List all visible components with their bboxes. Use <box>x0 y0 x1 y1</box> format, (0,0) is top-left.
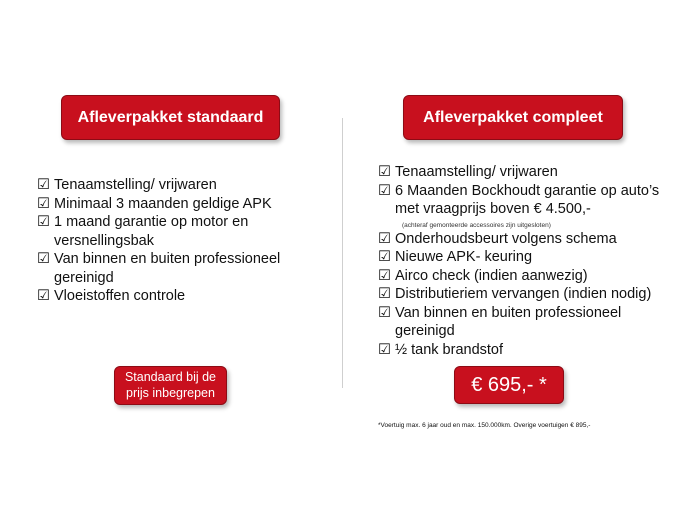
list-item: ☑ Distributieriem vervangen (indien nodig) <box>378 286 652 302</box>
price-badge: € 695,- * <box>454 366 564 404</box>
checked-box-icon: ☑ <box>378 230 391 247</box>
checked-box-icon: ☑ <box>378 249 391 265</box>
list-item: ☑ Minimaal 3 maanden geldige APK <box>37 195 272 212</box>
list-item: ☑ Nieuwe APK- keuring <box>378 249 533 265</box>
list-item: ☑ Van binnen en buiten professioneel gereinigd <box>378 304 622 339</box>
column-divider <box>342 118 343 388</box>
footnote: *Voertuig max. 6 jaar oud en max. 150.000km. Overige voertuigen € 895,- <box>378 422 591 429</box>
checked-box-icon: ☑ <box>37 214 50 230</box>
checked-box-icon: ☑ <box>378 182 391 199</box>
list-item: ☑ Van binnen en buiten professioneel gereinigd <box>37 251 281 286</box>
checked-box-icon: ☑ <box>37 288 50 304</box>
right-package-title: Afleverpakket compleet <box>403 95 623 140</box>
checked-box-icon: ☑ <box>378 164 391 180</box>
standard-included-button[interactable]: Standaard bij de prijs inbegrepen <box>114 366 227 405</box>
checked-box-icon: ☑ <box>378 286 391 302</box>
list-item: ☑ 1 maand garantie op motor en versnellingsbak <box>37 214 249 249</box>
checked-box-icon: ☑ <box>378 341 391 358</box>
list-item: ☑ Onderhoudsbeurt volgens schema <box>378 230 617 247</box>
list-item: ☑ Tenaamstelling/ vrijwaren <box>378 164 558 180</box>
checked-box-icon: ☑ <box>378 267 391 284</box>
list-item: ☑ Vloeistoffen controle <box>37 288 186 304</box>
checked-box-icon: ☑ <box>37 195 50 212</box>
left-package-title: Afleverpakket standaard <box>61 95 280 140</box>
checked-box-icon: ☑ <box>37 251 50 267</box>
checked-box-icon: ☑ <box>378 304 391 321</box>
list-item: ☑ ½ tank brandstof <box>378 341 504 358</box>
complete-feature-list <box>378 163 668 359</box>
list-item: ☑ 6 Maanden Bockhoudt garantie op auto’s met vraagprijs boven € 4.500,- <box>378 182 660 217</box>
standard-feature-list <box>37 176 307 306</box>
accessories-note: (achteraf gemonteerde accessoires zijn uitgesloten) <box>402 222 551 229</box>
list-item: ☑ Tenaamstelling/ vrijwaren <box>37 177 217 193</box>
checked-box-icon: ☑ <box>37 177 50 193</box>
list-item: ☑ Airco check (indien aanwezig) <box>378 267 588 284</box>
